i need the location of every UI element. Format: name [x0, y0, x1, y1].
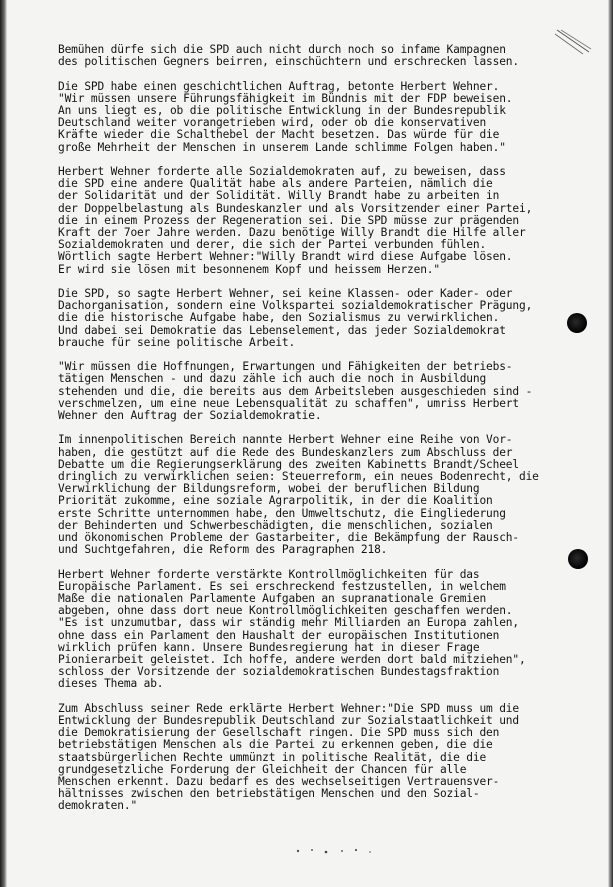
punch-hole-bottom	[568, 549, 588, 569]
paragraph-6: Im innenpolitischen Bereich nannte Herbert Wehner eine Reihe von Vor- haben, die gestützt auf die Rede des Bundeskanzlers zum Abschluss der Debatte um die Regierungserklärung des zweiten Kabinetts Brandt/Scheel dringlich zu verwirklichen seien: Steuerreform, ein neues Bodenrecht, die Verwirklichung der Bildungsreform, wobei der beruflichen Bildung Priorität zukomme, eine soziale Agrarpolitik, in der die Koalition erste Schritte unternommen habe, den Umweltschutz, die Eingliederung der Behinderten und Schwerbeschädigten, die menschlichen, sozialen und ökonomischen Probleme der Gastarbeiter, die Bekämpfung der Rausch- und Suchtgefahren, die Reform des Paragraphen 218.	[58, 433, 539, 557]
paragraph-5: "Wir müssen die Hoffnungen, Erwartungen und Fähigkeiten der betriebs- tätigen Menschen - und dazu zähle ich auch die noch in Ausbildung stehenden und die, die bereits aus dem Arbeitsleben ausgeschieden sind - verschmelzen, um eine neue Lebensqualität zu schaffen", umriss Herbert Wehner den Auftrag der Sozialdemokratie.	[58, 360, 533, 423]
paragraph-8: Zum Abschluss seiner Rede erklärte Herbert Wehner:"Die SPD muss um die Entwicklung der Bundesrepublik Deutschland zur Sozialstaatlichkeit und die Demokratisierung der Gesellschaft ringen. Die SPD muss sich den betriebstätigen Menschen als die Partei zu erkennen geben, die die staatsbürgerlichen Rechte ummünzt in politische Realität, die die grundgesetzliche Forderung der Gleichheit der Chancen für alle Menschen erkennt. Dazu bedarf es des wechselseitigen Vertrauensver- hältnisses zwischen den betriebstätigen Menschen und den Sozial- demokraten."	[58, 701, 519, 813]
paragraph-4: Die SPD, so sagte Herbert Wehner, sei keine Klassen- oder Kader- oder Dachorganisation, sondern eine Volkspartei sozialdemokratischer Prägung, die die historische Aufgabe habe, den Sozialismus zu verwirklichen. Und dabei sei Demokratie das Lebenselement, das jeder Sozialdemokrat brauche für seine politische Arbeit.	[58, 287, 533, 349]
paragraph-2: Die SPD habe einen geschichtlichen Auftrag, betonte Herbert Wehner. "Wir müssen unsere Führungsfähigkeit im Bündnis mit der FDP beweisen. An uns liegt es, ob die politische Entwicklung in der Bundesrepublik Deutschland weiter vorangetrieben wird, oder ob die konservativen Kräfte wieder die Schalthebel der Macht besetzen. Das würde für die große Mehrheit der Menschen in unserem Lande schlimme Folgen haben."	[58, 79, 513, 154]
scan-dust-marks	[290, 845, 390, 857]
typewritten-text	[58, 44, 578, 825]
scan-edge-left	[0, 0, 7, 887]
paragraph-3: Herbert Wehner forderte alle Sozialdemokraten auf, zu beweisen, dass die SPD eine andere Qualität habe als andere Parteien, nämlich die der Solidarität und der Solidität. Willy Brandt habe zu arbeiten in der Doppelbelastung als Bundeskanzler und als Vorsitzender einer Partei, die in einem Prozess der Regeneration sei. Die SPD müsse zur prägenden Kraft der 7oer Jahre werden. Dazu benötige Willy Brandt die Hilfe aller Sozialdemokraten und derer, die sich der Partei verbunden fühlen. Wörtlich sagte Herbert Wehner:"Willy Brandt wird diese Aufgabe lösen. Er wird sie lösen mit besonnenem Kopf und heissem Herzen."	[58, 165, 533, 276]
paragraph-1: Bemühen dürfe sich die SPD auch nicht durch noch so infame Kampagnen des politischen Gegners beirren, einschüchtern und erschrecken lassen.	[58, 43, 519, 69]
punch-hole-top	[567, 313, 587, 333]
scan-edge-right	[608, 0, 613, 887]
paragraph-7: Herbert Wehner forderte verstärkte Kontrollmöglichkeiten für das Europäische Parlament. Es sei erschreckend festzustellen, in welchem Maße die nationalen Parlamente Aufgaben an supranationale Gremien abgeben, ohne dass dort neue Kontrollmöglichkeiten geschaffen werden. "Es ist unzumutbar, dass wir ständig mehr Milliarden an Europa zahlen, ohne dass ein Parlament den Haushalt der europäischen Institutionen wirklich prüfen kann. Unsere Bundesregierung hat in dieser Frage Pionierarbeit geleistet. Ich hoffe, andere werden dort bald mitziehen", schloss der Vorsitzende der sozialdemokratischen Bundestagsfraktion dieses Thema ab.	[58, 567, 526, 691]
